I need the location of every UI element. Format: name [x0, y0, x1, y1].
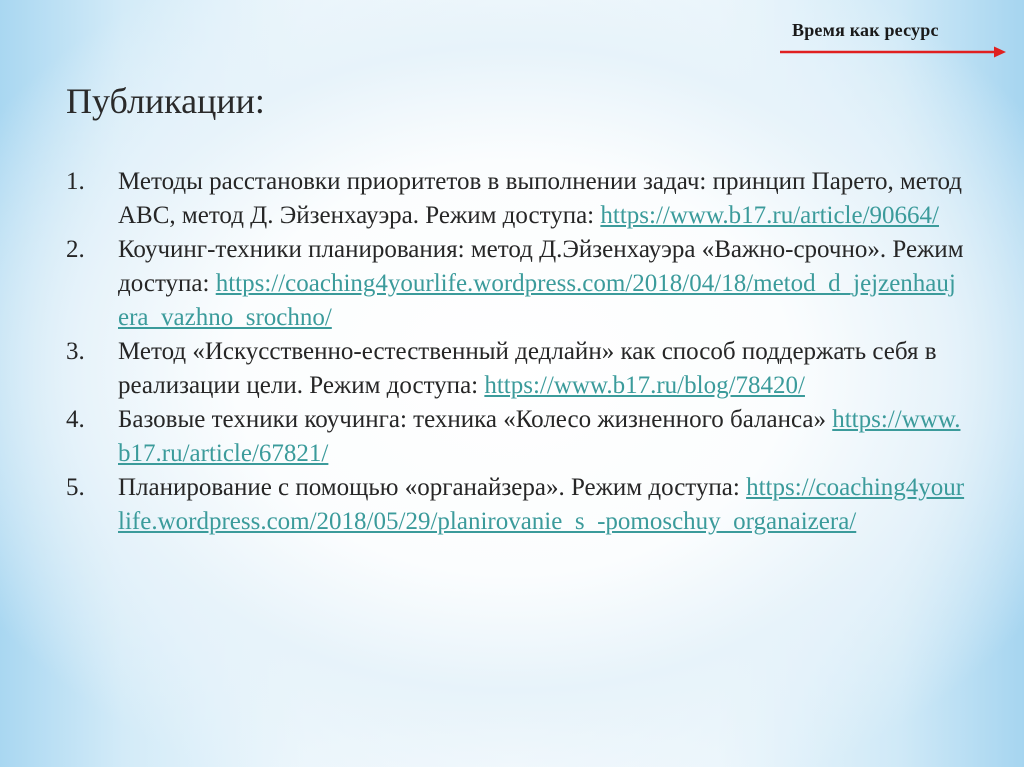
page-title: Публикации: — [66, 81, 265, 121]
publication-link[interactable]: https://coaching4yourlife.wordpress.com/2018/04/18/metod_d_jejzenhaujera_vazhno_srochno/ — [118, 270, 956, 331]
publication-item — [66, 233, 966, 335]
publication-item — [66, 471, 966, 539]
publication-link[interactable]: https://www.b17.ru/article/90664/ — [600, 202, 939, 229]
publication-text: Метод «Искусственно-естественный дедлайн» как способ поддержать себя в реализации цели. Режим доступа: — [118, 338, 937, 399]
publication-link[interactable]: https://www.b17.ru/article/67821/ — [118, 406, 961, 467]
topic-badge-label: Время как ресурс — [792, 20, 939, 40]
publication-number: 5. — [66, 474, 85, 501]
arrow-right-icon — [780, 45, 1006, 59]
publication-item — [66, 403, 966, 471]
publication-text: Планирование с помощью «органайзера». Режим доступа: — [118, 474, 740, 501]
publication-number: 2. — [66, 236, 85, 263]
publication-text: Коучинг-техники планирования: метод Д.Эйзенхауэра «Важно-срочно». Режим доступа: — [118, 236, 964, 297]
publication-text: Базовые техники коучинга: техника «Колесо жизненного баланса» — [118, 406, 826, 433]
publication-link[interactable]: https://coaching4yourlife.wordpress.com/2018/05/29/planirovanie_s_-pomoschuy_organaizera/ — [118, 474, 965, 535]
publication-link[interactable]: https://www.b17.ru/blog/78420/ — [484, 372, 805, 399]
publication-list — [66, 165, 966, 539]
publication-number: 1. — [66, 168, 85, 195]
publication-number: 3. — [66, 338, 85, 365]
topic-badge — [780, 20, 1006, 59]
publication-item — [66, 165, 966, 233]
publication-item — [66, 335, 966, 403]
publication-text: Методы расстановки приоритетов в выполнении задач: принцип Парето, метод АВС, метод Д. Эйзенхауэра. Режим доступа: — [118, 168, 962, 229]
publication-number: 4. — [66, 406, 85, 433]
